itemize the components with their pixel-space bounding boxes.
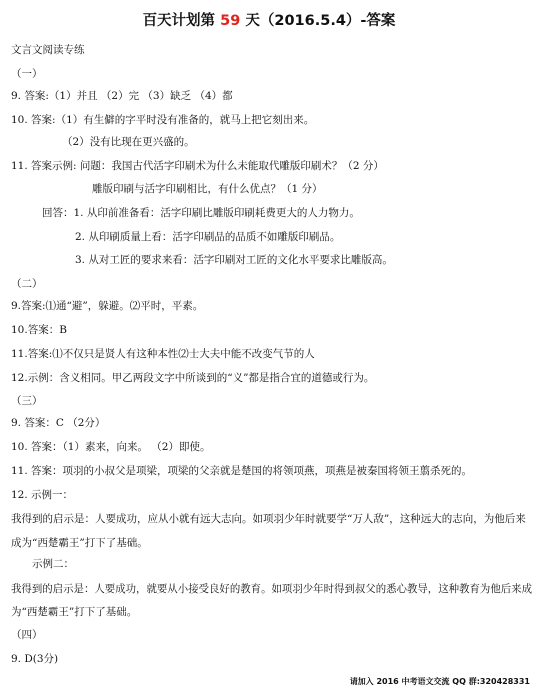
part2-q12-answer: 12.示例：含义相同。甲乙两段文字中所谈到的“义”都是指合宜的道德或行为。 xyxy=(11,372,375,384)
title-suffix: 天（2016.5.4）-答案 xyxy=(240,13,396,29)
part2-q9-answer: 9.答案:⑴通“避”，躲避。⑵平时，平素。 xyxy=(11,300,204,312)
part3-q10-answer: 10. 答案：（1）素来，向来。 （2）即使。 xyxy=(11,441,211,453)
part3-label: （三） xyxy=(11,395,43,407)
part1-q10-answer-2: （2）没有比现在更兴盛的。 xyxy=(62,136,195,148)
part3-example1-line1: 我得到的启示是：人要成功，应从小就有远大志向。如项羽少年时就要学“万人敌”，这种远大的志向，为他后来 xyxy=(11,513,526,525)
part1-q11-question-1: 11. 答案示例: 问题：我国古代活字印刷术为什么未能取代雕版印刷术？（2 分） xyxy=(11,160,384,172)
part3-example2-line1: 我得到的启示是：人要成功，就要从小接受良好的教育。如项羽少年时得到叔父的悉心教导，这种教育为他后来成 xyxy=(11,583,533,595)
part3-q11-answer: 11. 答案：项羽的小叔父是项梁，项梁的父亲就是楚国的将领项燕，项燕是被秦国将领王翦杀死的。 xyxy=(11,465,473,477)
section-heading: 文言文阅读专练 xyxy=(11,44,85,56)
part3-q9-answer: 9. 答案：C （2分） xyxy=(11,417,106,429)
part2-q10-answer: 10.答案：B xyxy=(11,324,67,336)
page-title xyxy=(0,9,538,30)
title-day-number: 59 xyxy=(220,13,241,29)
footer-qq-group-note: 请加入 2016 中考语文交流 QQ 群:320428331 xyxy=(349,677,530,686)
part2-q11-answer: 11.答案:⑴不仅只是贤人有这种本性⑵士大夫中能不改变气节的人 xyxy=(11,348,315,360)
part2-label: （二） xyxy=(11,278,43,290)
title-prefix: 百天计划第 xyxy=(142,13,221,29)
part3-example2-line2: 为“西楚霸王”打下了基础。 xyxy=(11,606,138,618)
part1-q11-answer-2: 2. 从印刷质量上看：活字印刷品的品质不如雕版印刷品。 xyxy=(75,231,341,243)
part1-q11-answer-1: 回答：1. 从印前准备看：活字印刷比雕版印刷耗费更大的人力物力。 xyxy=(42,207,360,219)
part3-example2-heading: 示例二： xyxy=(32,558,74,570)
part4-q9-answer: 9. D(3分) xyxy=(11,653,59,665)
part1-q9-answer: 9. 答案:（1）并且 （2）完 （3）缺乏 （4）都 xyxy=(11,90,233,102)
part3-q12-heading: 12. 示例一： xyxy=(11,489,74,501)
part1-q11-question-2: 雕版印刷与活字印刷相比，有什么优点？（1 分） xyxy=(92,183,323,195)
part1-label: （一） xyxy=(11,68,43,80)
part1-q11-answer-3: 3. 从对工匠的要求来看：活字印刷对工匠的文化水平要求比雕版高。 xyxy=(75,254,393,266)
part3-example1-line2: 成为“西楚霸王”打下了基础。 xyxy=(11,537,148,549)
part1-q10-answer-1: 10. 答案:（1）有生僻的字平时没有准备的，就马上把它刻出来。 xyxy=(11,114,315,126)
part4-label: （四） xyxy=(11,629,43,641)
